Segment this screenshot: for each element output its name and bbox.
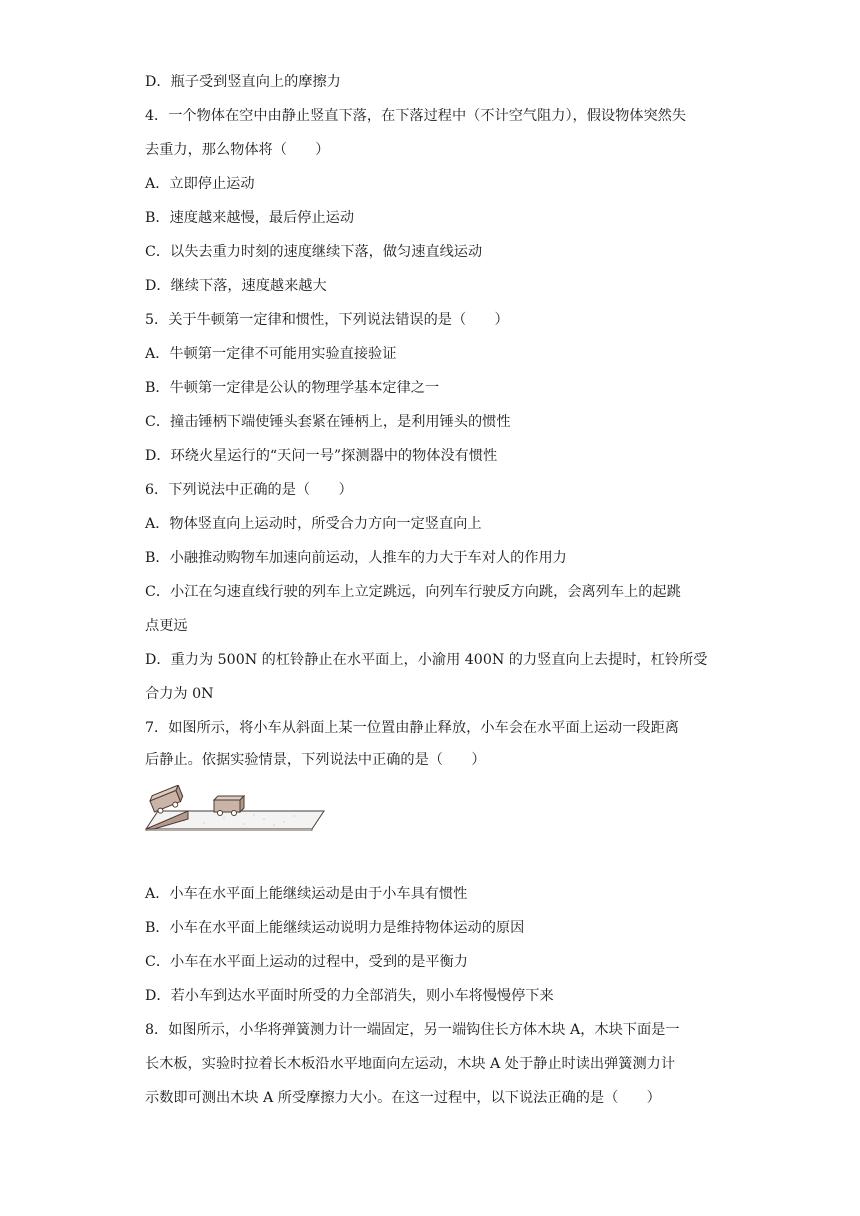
option-6c: C．小江在匀速直线行驶的列车上立定跳远，向列车行驶反方向跳，会离列车上的起跳 (145, 584, 681, 600)
option-5c: C．撞击锤柄下端使锤头套紧在锤柄上，是利用锤头的惯性 (145, 414, 511, 430)
question-4-stem-cont: 去重力，那么物体将（ ） (145, 142, 330, 158)
question-5-stem: 5．关于牛顿第一定律和惯性，下列说法错误的是（ ） (145, 312, 509, 328)
question-7-stem: 7．如图所示，将小车从斜面上某一位置由静止释放，小车会在水平面上运动一段距离 (145, 720, 679, 736)
option-6a: A．物体竖直向上运动时，所受合力方向一定竖直向上 (145, 516, 482, 532)
option-4a: A．立即停止运动 (145, 176, 255, 192)
option-6c-cont: 点更远 (145, 618, 188, 634)
option-4d: D．继续下落，速度越来越大 (145, 278, 327, 294)
option-5b: B．牛顿第一定律是公认的物理学基本定律之一 (145, 380, 440, 396)
question-8-stem-cont-2: 示数即可测出木块 A 所受摩擦力大小。在这一过程中，以下说法正确的是（ ） (145, 1090, 661, 1106)
option-5d: D．环绕火星运行的“天问一号”探测器中的物体没有惯性 (145, 448, 498, 464)
question-8-stem-cont-1: 长木板，实验时拉着长木板沿水平地面向左运动，木块 A 处于静止时读出弹簧测力计 (145, 1056, 676, 1072)
option-6d-cont: 合力为 0N (145, 686, 214, 702)
question-4-stem: 4．一个物体在空中由静止竖直下落，在下落过程中（不计空气阻力），假设物体突然失 (145, 108, 687, 124)
option-4c: C．以失去重力时刻的速度继续下落，做匀速直线运动 (145, 244, 483, 260)
option-7b: B．小车在水平面上能继续运动说明力是维持物体运动的原因 (145, 920, 525, 936)
question-7-stem-cont: 后静止。依据实验情景，下列说法中正确的是（ ） (145, 752, 486, 768)
question-6-stem: 6．下列说法中正确的是（ ） (145, 482, 353, 498)
option-7c: C．小车在水平面上运动的过程中，受到的是平衡力 (145, 954, 468, 970)
option-7a: A．小车在水平面上能继续运动是由于小车具有惯性 (145, 886, 468, 902)
question-8-stem: 8．如图所示，小华将弹簧测力计一端固定，另一端钩住长方体木块 A，木块下面是一 (145, 1022, 680, 1038)
option-6b: B．小融推动购物车加速向前运动，人推车的力大于车对人的作用力 (145, 550, 567, 566)
option-6d: D．重力为 500N 的杠铃静止在水平面上，小渝用 400N 的力竖直向上去提时，杠铃所受 (145, 652, 708, 668)
option-3d: D．瓶子受到竖直向上的摩擦力 (145, 74, 341, 90)
option-4b: B．速度越来越慢，最后停止运动 (145, 210, 355, 226)
cart-on-slope-figure (144, 785, 326, 831)
option-5a: A．牛顿第一定律不可能用实验直接验证 (145, 346, 397, 362)
option-7d: D．若小车到达水平面时所受的力全部消失，则小车将慢慢停下来 (145, 988, 554, 1004)
